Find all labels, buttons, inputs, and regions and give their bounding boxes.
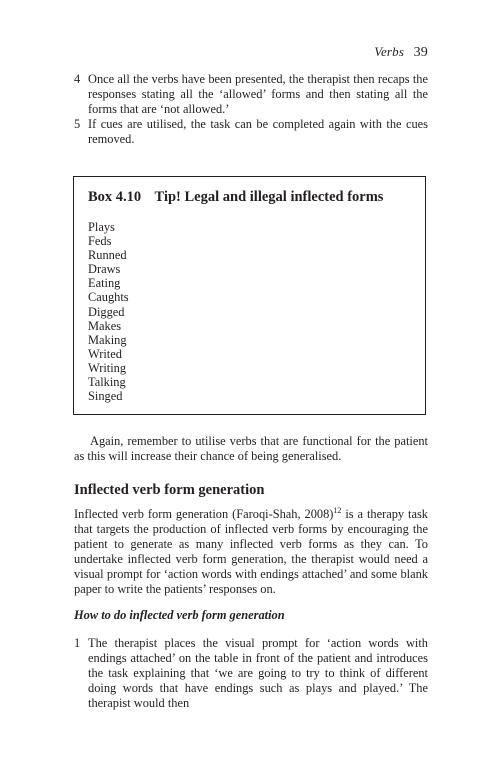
sub-heading: How to do inflected verb form generation [74,608,285,622]
reference-superscript: 12 [333,505,342,515]
running-head: Verbs [374,44,405,59]
list-item-text: Once all the verbs have been presented, the therapist then recaps the responses stating all the ‘allowed’ forms and then stating all the forms that are ‘not allowed.’ [88,72,428,116]
list-item: Writing [88,360,127,375]
list-item: Making [88,332,127,347]
list-item: Digged [88,304,125,319]
tip-box [73,176,426,415]
paragraph-text: is a therapy task that targets the production of inflected verb forms by encouraging the patient to generate as many inflected verb forms as they can. To undertake inflected verb form generation, the therapist would need a visual prompt for ‘action words with endings attached’ and some blank paper to write the patients’ responses on. [74,507,428,596]
inflected-forms-list [88,220,129,403]
list-item: Writed [88,346,122,361]
list-item-text: The therapist places the visual prompt for ‘action words with endings attached’ on the table in front of the patient and introduces the task explaining that ‘we are going to try to think of different doing words that have endings such as plays and played.’ The therapist would then [88,636,428,710]
list-item: Caughts [88,290,129,305]
box-number: Box 4.10 [88,189,142,205]
list-item: Runned [88,248,127,263]
list-item: Talking [88,375,126,390]
list-item: Plays [88,220,115,234]
list-item: Feds [88,234,112,249]
list-item-text: If cues are utilised, the task can be completed again with the cues removed. [88,117,428,146]
list-item-number: 5 [74,117,81,131]
box-heading: Tip! Legal and illegal inflected forms [154,189,384,205]
paragraph-functional-verbs: Again, remember to utilise verbs that are functional for the patient as this will increase their chance of being generalised. [74,434,428,463]
list-item: Eating [88,276,121,291]
list-item: Singed [88,389,123,404]
list-item: Draws [88,262,121,277]
list-item: Makes [88,318,122,333]
list-item [74,117,428,147]
paragraph-text: Inflected verb form generation (Faroqi-Shah, 2008) [74,507,334,521]
steps-list-top [74,72,428,147]
list-item-number: 1 [74,636,81,650]
list-item [74,636,428,711]
paragraph-inflected-verb-generation [74,507,428,597]
list-item-number: 4 [74,72,81,86]
section-heading: Inflected verb form generation [74,482,265,498]
steps-list-bottom [74,636,428,711]
box-title [88,189,383,206]
page-header [374,44,428,61]
list-item [74,72,428,117]
page-number: 39 [413,45,428,60]
